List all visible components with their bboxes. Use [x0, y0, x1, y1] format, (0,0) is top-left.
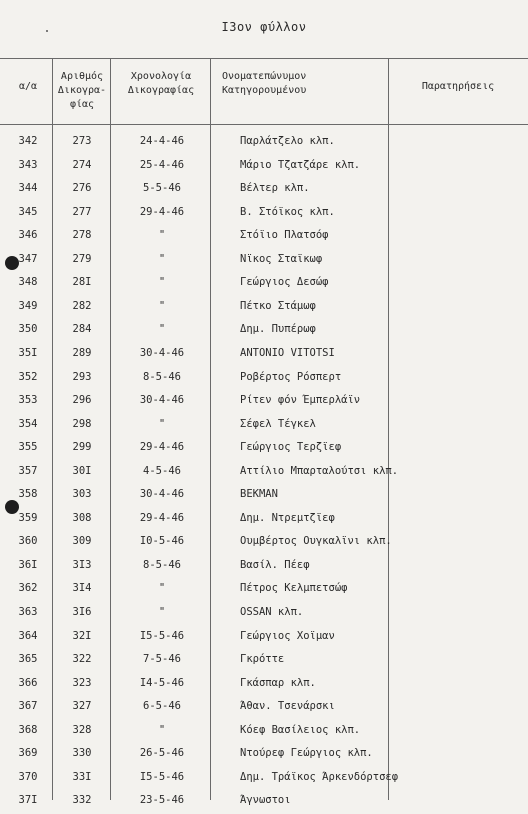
row-date: 6-5-46: [143, 700, 181, 713]
row-number: 330: [72, 747, 92, 760]
table-row: [0, 436, 528, 461]
row-number: 274: [72, 158, 92, 171]
table-row: [0, 389, 528, 414]
header-date: Χρονολογία Δικογραφίας: [127, 71, 195, 96]
table-row: [0, 177, 528, 202]
header-number: Αριθμός Δικογρα-φίας: [57, 71, 107, 110]
row-number: 309: [72, 535, 92, 548]
row-name: Σέφελ Τέγκελ: [240, 417, 316, 430]
row-aa: 350: [18, 323, 38, 336]
row-date: 29-4-46: [139, 441, 185, 454]
row-aa: 347: [18, 252, 38, 265]
row-number: 30Ι: [72, 464, 92, 477]
row-number: 3Ι3: [72, 558, 92, 571]
row-name: Αττίλιο Μπαρταλούτσι κλπ.: [240, 464, 399, 477]
row-date: ": [158, 276, 166, 289]
row-name: Γεώργιος Δεσώφ: [240, 276, 329, 289]
row-number: 273: [72, 135, 92, 147]
table-row: [0, 742, 528, 767]
row-aa: 360: [18, 535, 38, 548]
row-date: 26-5-46: [139, 747, 185, 760]
row-date: 7-5-46: [143, 653, 181, 666]
row-number: 276: [72, 182, 92, 195]
row-name: Μάριο Τζατζάρε κλπ.: [240, 158, 361, 171]
row-aa: 358: [18, 488, 38, 501]
row-name: ANTONIO VITOTSI: [240, 346, 335, 359]
row-number: 322: [72, 653, 92, 666]
row-name: BEKMAN: [240, 488, 278, 501]
row-name: Γεώργιος Χοϊμαν: [240, 629, 335, 642]
row-number: 298: [72, 417, 92, 430]
row-aa: 364: [18, 629, 38, 642]
row-aa: 362: [18, 582, 38, 595]
row-name: Άγνωστοι: [240, 794, 291, 807]
table-row: [0, 295, 528, 320]
row-number: 299: [72, 441, 92, 454]
row-aa: 354: [18, 417, 38, 430]
table-row: [0, 224, 528, 249]
punch-hole-lower: [5, 500, 19, 514]
row-aa: 349: [18, 299, 38, 312]
row-date: ": [158, 229, 166, 242]
row-number: 332: [72, 794, 92, 807]
row-date: Ι4-5-46: [139, 676, 185, 689]
row-aa: 344: [18, 182, 38, 195]
row-date: 8-5-46: [143, 370, 181, 383]
row-date: ": [158, 299, 166, 312]
table-row: [0, 648, 528, 673]
row-name: Γκρόττε: [240, 653, 285, 666]
row-number: 278: [72, 229, 92, 242]
row-date: ": [158, 323, 166, 336]
row-name: Νϊκος Σταϊκωφ: [240, 252, 323, 265]
table-row: [0, 413, 528, 438]
row-name: Γεώργιος Τερζϊεφ: [240, 441, 342, 454]
row-number: 3Ι4: [72, 582, 92, 595]
row-date: ": [158, 606, 166, 618]
row-number: 327: [72, 700, 92, 713]
table-row: [0, 130, 528, 155]
row-aa: 359: [18, 511, 38, 524]
row-name: Στόϊιο Πλατσόφ: [240, 229, 329, 242]
row-aa: 342: [18, 135, 38, 147]
punch-hole-upper: [5, 256, 19, 270]
row-name: Κόεφ Βασίλειος κλπ.: [240, 723, 361, 736]
row-number: 303: [72, 488, 92, 501]
table-row: [0, 483, 528, 508]
row-date: Ι5-5-46: [139, 629, 185, 642]
row-number: 282: [72, 299, 92, 312]
row-date: 30-4-46: [139, 488, 185, 501]
table-row: [0, 601, 528, 626]
row-aa: 346: [18, 229, 38, 242]
table-row: [0, 672, 528, 697]
table-row: [0, 530, 528, 555]
row-date: 8-5-46: [143, 558, 181, 571]
row-name: Πέτκο Στάμωφ: [240, 299, 316, 312]
row-number: 293: [72, 370, 92, 383]
row-number: 308: [72, 511, 92, 524]
table-row: [0, 318, 528, 343]
row-aa: 355: [18, 441, 38, 454]
row-date: 30-4-46: [139, 394, 185, 407]
table-row: [0, 789, 528, 814]
row-date: 23-5-46: [139, 794, 185, 807]
row-date: 5-5-46: [143, 182, 181, 195]
table-row: [0, 554, 528, 579]
header-bottom-rule: [0, 124, 528, 125]
row-aa: 367: [18, 700, 38, 713]
table-row: [0, 695, 528, 720]
ink-dot: [46, 30, 48, 32]
sheet-title: Ι3ον φύλλον: [221, 20, 307, 34]
row-aa: 353: [18, 394, 38, 407]
row-number: 32Ι: [72, 629, 92, 642]
table-row: [0, 766, 528, 791]
table-row: [0, 366, 528, 391]
row-aa: 357: [18, 464, 38, 477]
row-number: 28Ι: [72, 276, 92, 289]
row-name: Ρίτεν φόν Έμπερλάϊν: [240, 394, 361, 407]
table-row: [0, 625, 528, 650]
table-row: [0, 342, 528, 367]
row-number: 296: [72, 394, 92, 407]
row-name: Παρλάτζελο κλπ.: [240, 135, 335, 147]
table-row: [0, 719, 528, 744]
row-name: Ροβέρτος Ρόσπερτ: [240, 370, 342, 383]
row-name: Δημ. Πυπέρωφ: [240, 323, 316, 336]
row-number: 33Ι: [72, 770, 92, 783]
row-name: Άθαν. Τσενάρσκι: [240, 700, 335, 713]
row-number: 3Ι6: [72, 606, 92, 618]
row-name: OSSAN κλπ.: [240, 606, 304, 618]
row-aa: 369: [18, 747, 38, 760]
row-number: 279: [72, 252, 92, 265]
row-name: Ουμβέρτος Ουγκαλϊνι κλπ.: [240, 535, 392, 548]
table-top-rule: [0, 58, 528, 59]
row-number: 289: [72, 346, 92, 359]
header-names: Ονοματεπώνυμον Κατηγορουμένου: [222, 71, 307, 96]
table-row: [0, 154, 528, 179]
row-date: 29-4-46: [139, 511, 185, 524]
row-date: 24-4-46: [139, 135, 185, 147]
table-row: [0, 271, 528, 296]
row-date: 25-4-46: [139, 158, 185, 171]
row-date: 4-5-46: [143, 464, 181, 477]
row-number: 328: [72, 723, 92, 736]
row-aa: 365: [18, 653, 38, 666]
header-aa: α/α: [18, 81, 38, 92]
row-aa: 352: [18, 370, 38, 383]
row-date: 30-4-46: [139, 346, 185, 359]
row-name: Πέτρος Κελμπετσώφ: [240, 582, 348, 595]
row-name: Δημ. Τράϊκος Άρκενδόρτσεφ: [240, 770, 399, 783]
row-number: 277: [72, 205, 92, 218]
row-name: Ντούρεφ Γεώργιος κλπ.: [240, 747, 373, 760]
row-aa: 368: [18, 723, 38, 736]
row-name: Βέλτερ κλπ.: [240, 182, 310, 195]
row-date: ": [158, 417, 166, 430]
table-row: [0, 460, 528, 485]
row-aa: 35Ι: [18, 346, 38, 359]
row-aa: 36Ι: [18, 558, 38, 571]
row-aa: 366: [18, 676, 38, 689]
header-remarks: Παρατηρήσεις: [421, 81, 495, 92]
table-row: [0, 248, 528, 273]
row-number: 284: [72, 323, 92, 336]
row-date: 29-4-46: [139, 205, 185, 218]
row-name: Γκάσπαρ κλπ.: [240, 676, 316, 689]
row-number: 323: [72, 676, 92, 689]
row-date: Ι5-5-46: [139, 770, 185, 783]
row-date: ": [158, 252, 166, 265]
row-aa: 37Ι: [18, 794, 38, 807]
row-date: ": [158, 723, 166, 736]
row-aa: 348: [18, 276, 38, 289]
row-aa: 343: [18, 158, 38, 171]
row-name: Δημ. Ντρεμτζϊεφ: [240, 511, 335, 524]
row-date: ": [158, 582, 166, 595]
row-name: Βασίλ. Πέεφ: [240, 558, 310, 571]
row-date: Ι0-5-46: [139, 535, 185, 548]
row-aa: 345: [18, 205, 38, 218]
row-name: Β. Στόϊκος κλπ.: [240, 205, 335, 218]
row-aa: 370: [18, 770, 38, 783]
table-row: [0, 507, 528, 532]
row-aa: 363: [18, 606, 38, 618]
table-row: [0, 201, 528, 226]
table-row: [0, 577, 528, 602]
